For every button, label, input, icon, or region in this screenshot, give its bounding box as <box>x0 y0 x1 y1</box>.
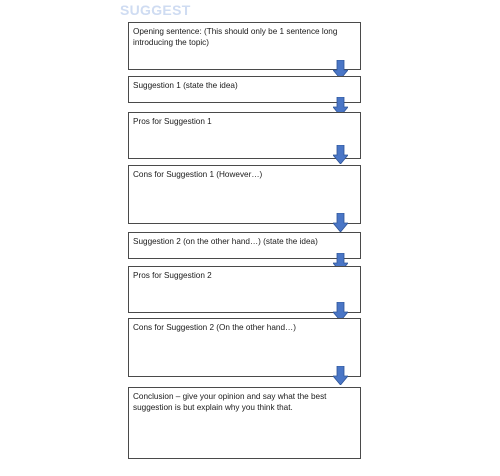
pros-suggestion-1-label: Pros for Suggestion 1 <box>133 117 212 126</box>
suggestion-2-box <box>128 232 361 259</box>
cons-suggestion-1-box <box>128 165 361 224</box>
page-title: SUGGEST <box>120 2 191 18</box>
pros-suggestion-2-label: Pros for Suggestion 2 <box>133 271 212 280</box>
down-arrow-icon <box>333 366 348 385</box>
pros-suggestion-1-box <box>128 112 361 159</box>
down-arrow-icon <box>333 145 348 164</box>
down-arrow-icon <box>333 213 348 232</box>
opening-sentence-box <box>128 22 361 70</box>
cons-suggestion-1-label: Cons for Suggestion 1 (However…) <box>133 170 263 179</box>
suggestion-1-box <box>128 76 361 103</box>
opening-sentence-label: Opening sentence: (This should only be 1 sentence long introducing the topic) <box>133 27 338 47</box>
cons-suggestion-2-label: Cons for Suggestion 2 (On the other hand…) <box>133 323 296 332</box>
cons-suggestion-2-box <box>128 318 361 377</box>
suggestion-2-label: Suggestion 2 (on the other hand…) (state the idea) <box>133 237 318 246</box>
conclusion-box <box>128 387 361 459</box>
pros-suggestion-2-box <box>128 266 361 313</box>
conclusion-label: Conclusion – give your opinion and say what the best suggestion is but explain why you think that. <box>133 392 327 412</box>
suggestion-1-label: Suggestion 1 (state the idea) <box>133 81 238 90</box>
